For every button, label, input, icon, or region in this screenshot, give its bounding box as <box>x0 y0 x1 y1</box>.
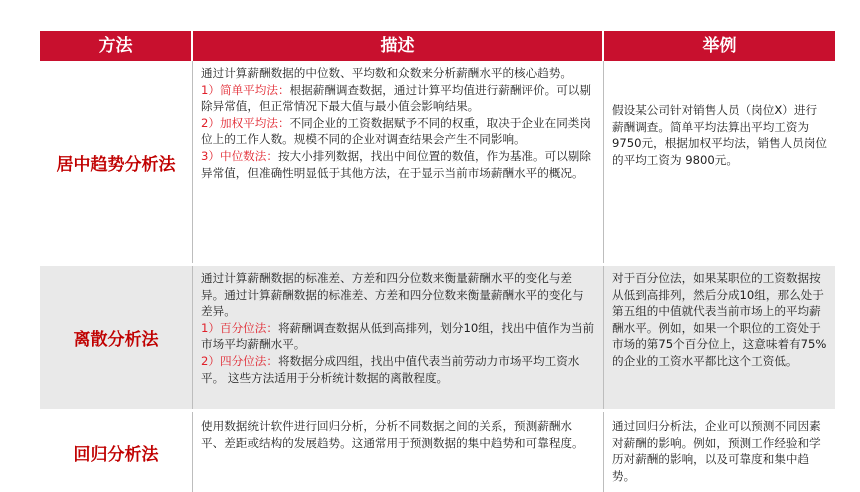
description-item <box>201 82 595 115</box>
table-header <box>40 31 835 61</box>
header-description: 描述 <box>193 31 604 61</box>
item-prefix: 2）四分位法： <box>201 353 278 368</box>
table-row <box>40 266 835 409</box>
header-example: 举例 <box>702 36 737 56</box>
description-cell <box>193 266 604 409</box>
example-cell: 通过回归分析法，企业可以预测不同因素对薪酬的影响。例如，预测工作经验和学历对薪酬的影响，以及可靠度和集中趋势。 <box>612 419 821 483</box>
item-prefix: 1）简单平均法： <box>201 82 290 97</box>
description-intro: 使用数据统计软件进行回归分析，分析不同数据之间的关系，预测薪酬水平、差距或结构的发展趋势。这通常用于预测数据的集中趋势和可靠程度。 <box>201 419 584 450</box>
header-method: 方法 <box>40 31 193 61</box>
description-item <box>201 353 595 386</box>
method-name: 居中趋势分析法 <box>40 61 193 263</box>
example-cell: 对于百分位法，如果某职位的工资数据按从低到高排列，然后分成10组，那么处于第五组的中值就代表当前市场上的平均薪酬水平。例如，如果一个职位的工资处于市场的第75个百分位上，这意味着有75%的企业的工资水平都比这个工资低。 <box>612 271 827 368</box>
item-prefix: 2）加权平均法： <box>201 115 290 130</box>
method-table <box>40 31 835 492</box>
table-row <box>40 412 835 492</box>
item-text: 不同企业的工资数据赋予不同的权重，取决于企业在同类岗位上的工作人数。规模不同的企业对调查结果会产生不同影响。 <box>201 115 591 147</box>
description-item <box>201 115 595 148</box>
description-item <box>201 148 595 181</box>
item-prefix: 1）百分位法： <box>201 320 278 335</box>
example-cell: 假设某公司针对销售人员（岗位X）进行薪酬调查。简单平均法算出平均工资为 9750元，根据加权平均法，销售人员岗位的平均工资为 9800元。 <box>612 103 828 167</box>
method-name: 回归分析法 <box>40 412 193 492</box>
item-text: 按大小排列数据，找出中间位置的数值，作为基准。可以剔除异常值，但准确性明显低于其他方法，在于显示当前市场薪酬水平的概况。 <box>201 148 591 180</box>
description-item <box>201 320 595 353</box>
item-text: 将薪酬调查数据从低到高排列，划分10组，找出中值作为当前市场平均薪酬水平。 <box>201 320 595 352</box>
description-cell <box>193 61 604 263</box>
description-cell <box>193 412 604 492</box>
item-text: 将数据分成四组，找出中值代表当前劳动力市场平均工资水平。 这些方法适用于分析统计数据的离散程度。 <box>201 353 580 385</box>
table-row <box>40 61 835 263</box>
description-intro: 通过计算薪酬数据的中位数、平均数和众数来分析薪酬水平的核心趋势。 <box>201 66 573 80</box>
description-intro: 通过计算薪酬数据的标准差、方差和四分位数来衡量薪酬水平的变化与差异。通过计算薪酬数据的标准差、方差和四分位数来衡量薪酬水平的变化与差异。 <box>201 271 584 319</box>
item-prefix: 3）中位数法： <box>201 148 278 163</box>
item-text: 根据薪酬调查数据，通过计算平均值进行薪酬评价。可以剔除异常值，但正常情况下最大值与最小值会影响结果。 <box>201 82 591 114</box>
method-name: 离散分析法 <box>40 266 193 409</box>
